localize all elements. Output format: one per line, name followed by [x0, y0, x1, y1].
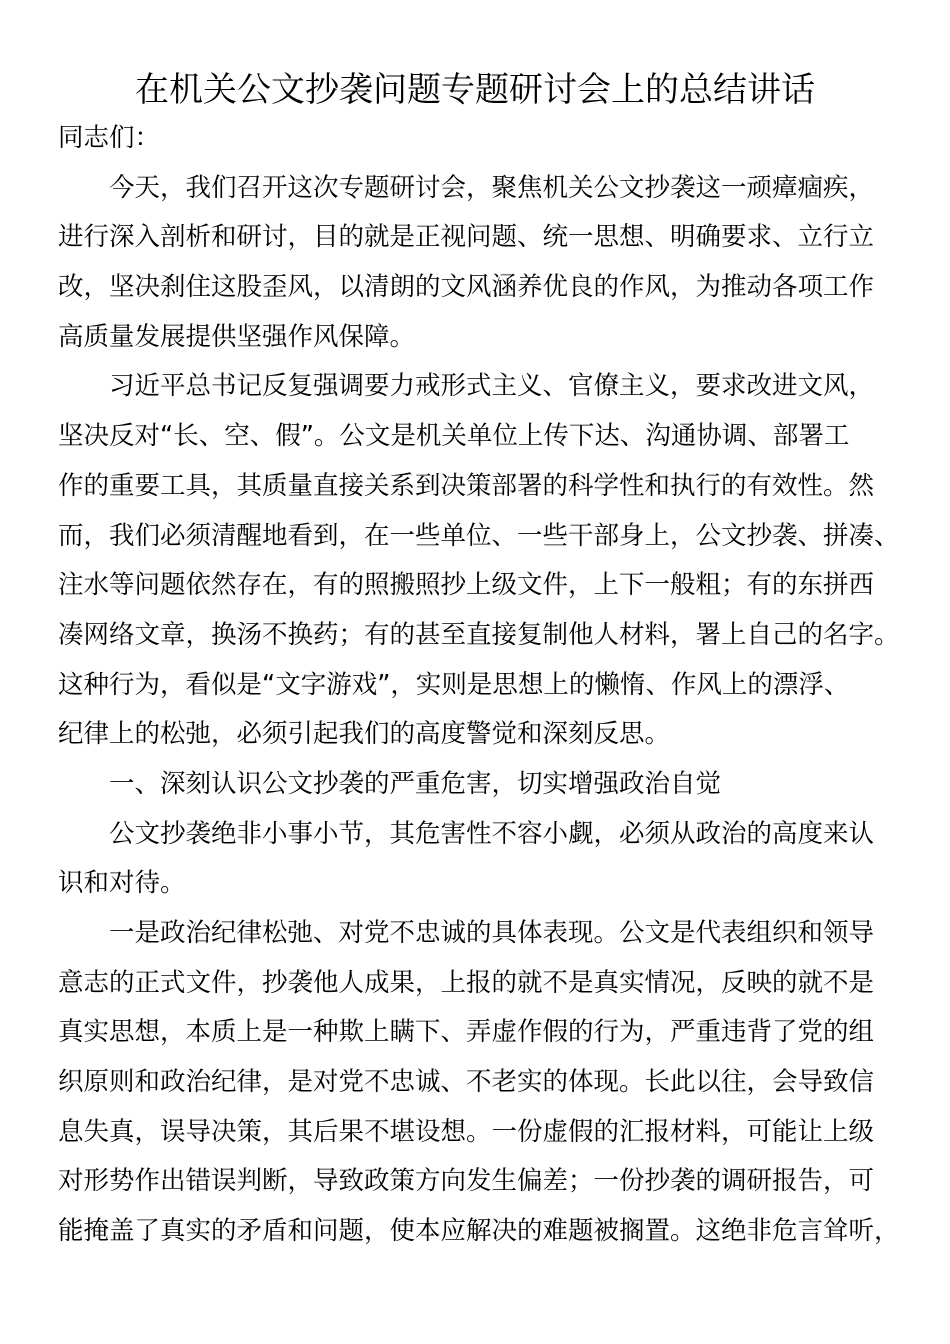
text-line: 一是政治纪律松弛、对党不忠诚的具体表现。公文是代表组织和领导 [109, 918, 875, 948]
text-line: 识和对待。 [58, 868, 186, 899]
text-line: 作的重要工具，其质量直接关系到决策部署的科学性和执行的有效性。然 [58, 470, 875, 501]
text-line: 纪律上的松弛，必须引起我们的高度警觉和深刻反思。 [58, 719, 671, 750]
text-line: 而，我们必须清醒地看到，在一些单位、一些干部身上，公文抄袭、拼凑、 [58, 520, 900, 551]
text-line: 凑网络文章，换汤不换药；有的甚至直接复制他人材料，署上自己的名字。 [58, 619, 900, 650]
text-line: 公文抄袭绝非小事小节，其危害性不容小觑，必须从政治的高度来认 [109, 818, 875, 849]
text-line: 注水等问题依然存在，有的照搬照抄上级文件，上下一般粗；有的东拼西 [58, 570, 875, 601]
text-line: 真实思想，本质上是一种欺上瞒下、弄虚作假的行为，严重违背了党的组 [58, 1017, 875, 1048]
text-line: 同志们： [58, 123, 161, 153]
text-line: 对形势作出错误判断，导致政策方向发生偏差；一份抄袭的调研报告，可 [58, 1166, 875, 1197]
text-line: 今天，我们召开这次专题研讨会，聚焦机关公文抄袭这一顽瘴痼疾， [109, 172, 875, 203]
text-line: 习近平总书记反复强调要力戒形式主义、官僚主义，要求改进文风， [109, 371, 875, 402]
text-line: 一、深刻认识公文抄袭的严重危害，切实增强政治自觉 [109, 768, 722, 799]
text-line: 意志的正式文件，抄袭他人成果，上报的就不是真实情况，反映的就不是 [58, 967, 875, 998]
text-line: 这种行为，看似是“文字游戏”，实则是思想上的懒惰、作风上的漂浮、 [58, 669, 850, 700]
text-line: 能掩盖了真实的矛盾和问题，使本应解决的难题被搁置。这绝非危言耸听， [58, 1216, 900, 1247]
document-title: 在机关公文抄袭问题专题研讨会上的总结讲话 [135, 70, 815, 110]
text-line: 坚决反对“长、空、假”。公文是机关单位上传下达、沟通协调、部署工 [58, 421, 850, 452]
text-line: 织原则和政治纪律，是对党不忠诚、不老实的体现。长此以往，会导致信 [58, 1067, 875, 1098]
document-body [58, 118, 908, 1261]
text-line: 息失真，误导决策，其后果不堪设想。一份虚假的汇报材料，可能让上级 [58, 1116, 875, 1147]
text-line: 进行深入剖析和研讨，目的就是正视问题、统一思想、明确要求、立行立 [58, 222, 875, 253]
text-line: 改，坚决刹住这股歪风，以清朗的文风涵养优良的作风，为推动各项工作 [58, 272, 875, 303]
text-line: 高质量发展提供坚强作风保障。 [58, 321, 416, 352]
